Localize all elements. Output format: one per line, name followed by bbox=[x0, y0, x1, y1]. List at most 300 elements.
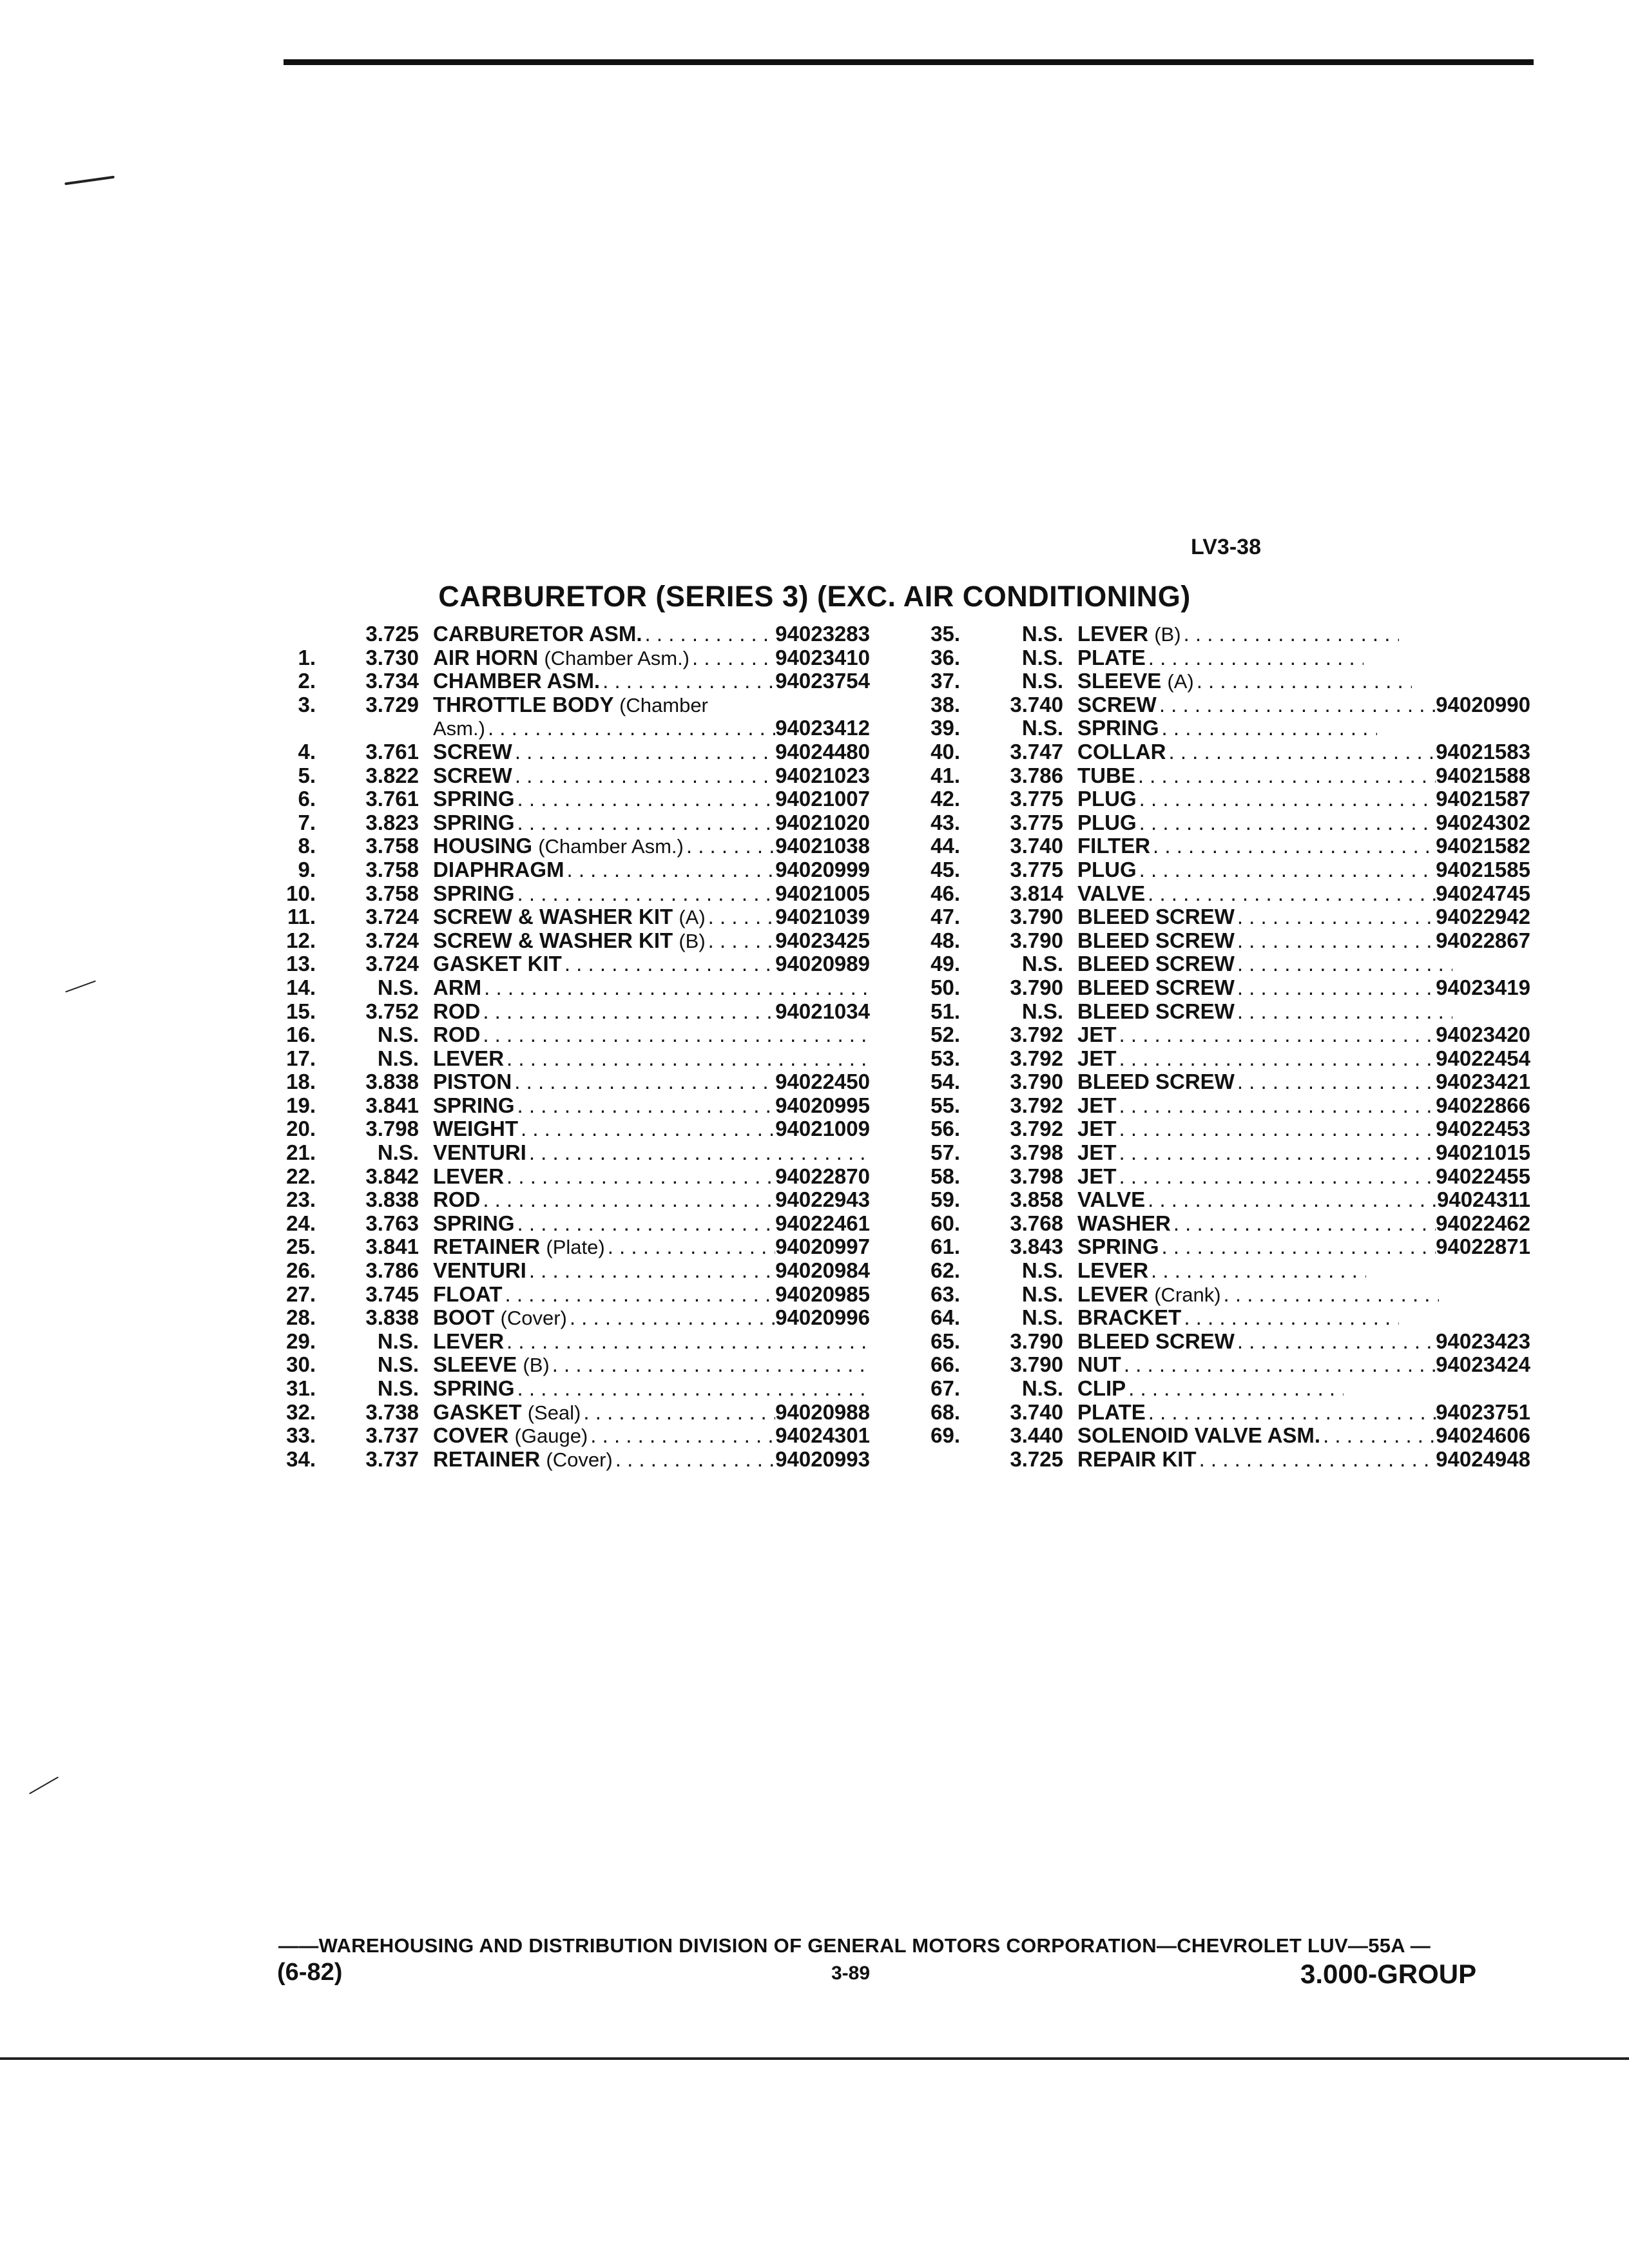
item-number: 36. bbox=[930, 645, 960, 669]
item-qualifier: (Crank) bbox=[1154, 1283, 1221, 1306]
item-qualifier: (Cover) bbox=[546, 1448, 613, 1471]
list-item bbox=[909, 1330, 1530, 1354]
bottom-rule bbox=[0, 2057, 1629, 2060]
group-reference: 3.792 bbox=[1010, 1046, 1063, 1070]
leader-dots bbox=[485, 716, 775, 741]
part-number: 94022454 bbox=[1436, 1046, 1530, 1070]
item-name: THROTTLE BODY bbox=[433, 692, 613, 716]
footer-publisher: ——WAREHOUSING AND DISTRIBUTION DIVISION OF GENERAL MOTORS CORPORATION—CHEVROLET LUV—55A — bbox=[278, 1934, 1431, 1957]
item-number: 50. bbox=[930, 975, 960, 999]
part-number: 94023283 bbox=[775, 622, 870, 646]
list-item bbox=[264, 1235, 870, 1259]
group-reference: 3.768 bbox=[1010, 1211, 1063, 1235]
item-name: NUT bbox=[1077, 1352, 1121, 1377]
leader-dots bbox=[1121, 1353, 1436, 1377]
group-reference: 3.758 bbox=[365, 881, 419, 905]
list-item bbox=[909, 1377, 1530, 1401]
part-number: 94021005 bbox=[775, 881, 870, 905]
item-name: SPRING bbox=[433, 1093, 515, 1117]
item-number: 24. bbox=[286, 1211, 316, 1235]
list-item bbox=[909, 858, 1530, 882]
leader-dots bbox=[1117, 1023, 1436, 1047]
part-number: 94020996 bbox=[775, 1305, 870, 1330]
leader-dots bbox=[1235, 1070, 1436, 1094]
list-item bbox=[909, 646, 1530, 670]
item-description bbox=[433, 1117, 870, 1141]
item-number: 42. bbox=[930, 787, 960, 811]
leader-dots bbox=[504, 1330, 870, 1354]
item-number: 23. bbox=[286, 1187, 316, 1212]
item-name: LEVER bbox=[433, 1046, 505, 1070]
item-number: 57. bbox=[930, 1140, 960, 1165]
item-name: PLATE bbox=[1077, 645, 1146, 669]
leader-dots bbox=[600, 669, 775, 693]
item-description bbox=[433, 1330, 870, 1354]
leader-dots bbox=[684, 834, 775, 859]
group-reference: 3.737 bbox=[365, 1446, 419, 1471]
item-number: 58. bbox=[930, 1164, 960, 1188]
item-qualifier: (B) bbox=[523, 1354, 550, 1377]
list-item bbox=[909, 622, 1530, 646]
item-description bbox=[433, 905, 870, 930]
item-name: JET bbox=[1077, 1164, 1117, 1188]
part-number: 94023420 bbox=[1436, 1023, 1530, 1047]
item-name: VALVE bbox=[1077, 1187, 1146, 1212]
part-number: 94022943 bbox=[775, 1187, 870, 1212]
group-reference: N.S. bbox=[1021, 669, 1063, 693]
list-item bbox=[264, 1165, 870, 1189]
item-number: 21. bbox=[286, 1140, 316, 1165]
leader-dots bbox=[503, 1283, 776, 1307]
leader-dots bbox=[605, 1235, 775, 1260]
item-name: JET bbox=[1077, 1046, 1117, 1070]
parts-list-left bbox=[264, 622, 870, 1471]
leader-dots bbox=[1235, 929, 1436, 953]
item-name: JET bbox=[1077, 1140, 1117, 1165]
list-item bbox=[264, 622, 870, 646]
item-description bbox=[433, 1353, 870, 1378]
part-number: 94020995 bbox=[775, 1093, 870, 1117]
group-reference: N.S. bbox=[1021, 1376, 1063, 1400]
leader-dots bbox=[1235, 952, 1452, 976]
list-item bbox=[909, 1306, 1530, 1330]
leader-dots bbox=[1235, 976, 1436, 1000]
leader-dots bbox=[480, 1023, 870, 1047]
leader-dots bbox=[1137, 811, 1436, 835]
item-number: 53. bbox=[930, 1046, 960, 1070]
group-reference: 3.814 bbox=[1010, 881, 1063, 905]
item-number: 34. bbox=[286, 1446, 316, 1471]
item-name: TUBE bbox=[1077, 763, 1135, 787]
item-description bbox=[1077, 1306, 1530, 1330]
part-number: 94021039 bbox=[775, 905, 870, 929]
list-item bbox=[264, 740, 870, 764]
item-description bbox=[1077, 905, 1530, 929]
item-qualifier: (Chamber Asm.) bbox=[544, 646, 690, 669]
item-description bbox=[1077, 693, 1530, 717]
item-description bbox=[1077, 858, 1530, 882]
group-reference: 3.747 bbox=[1010, 739, 1063, 764]
group-reference: 3.775 bbox=[1010, 810, 1063, 834]
group-reference: 3.737 bbox=[365, 1423, 419, 1448]
group-reference: 3.734 bbox=[365, 669, 419, 693]
list-item bbox=[264, 1094, 870, 1118]
leader-dots bbox=[1117, 1047, 1436, 1071]
part-number: 94023410 bbox=[775, 645, 870, 669]
part-number: 94024311 bbox=[1436, 1187, 1530, 1212]
item-number: 68. bbox=[930, 1399, 960, 1424]
list-item bbox=[264, 1141, 870, 1165]
part-number: 94021015 bbox=[1436, 1140, 1530, 1165]
item-number: 30. bbox=[286, 1352, 316, 1377]
leader-dots bbox=[526, 1259, 775, 1283]
group-reference: N.S. bbox=[377, 1046, 419, 1070]
item-number: 1. bbox=[298, 645, 316, 669]
item-name: PLUG bbox=[1077, 857, 1137, 881]
group-reference: N.S. bbox=[377, 1023, 419, 1047]
leader-dots bbox=[1159, 1235, 1436, 1259]
group-reference: 3.745 bbox=[365, 1282, 419, 1306]
list-item bbox=[909, 1094, 1530, 1118]
item-description bbox=[1077, 1023, 1530, 1047]
item-description bbox=[1077, 929, 1530, 953]
item-name: GASKET KIT bbox=[433, 952, 562, 976]
item-name: CLIP bbox=[1077, 1376, 1126, 1400]
item-number: 29. bbox=[286, 1329, 316, 1353]
item-qualifier: (A) bbox=[1167, 670, 1194, 693]
leader-dots bbox=[1194, 669, 1412, 694]
leader-dots bbox=[504, 1047, 870, 1071]
item-number: 5. bbox=[298, 763, 316, 787]
list-item bbox=[264, 646, 870, 670]
item-description bbox=[1077, 834, 1530, 858]
list-item bbox=[909, 1117, 1530, 1141]
scan-mark bbox=[64, 176, 115, 186]
item-number: 56. bbox=[930, 1117, 960, 1141]
item-description bbox=[433, 693, 870, 718]
group-reference: 3.761 bbox=[365, 787, 419, 811]
item-description bbox=[433, 1188, 870, 1212]
part-number: 94023412 bbox=[775, 716, 870, 740]
group-reference: 3.792 bbox=[1010, 1023, 1063, 1047]
item-number: 31. bbox=[286, 1376, 316, 1400]
group-reference: 3.843 bbox=[1010, 1235, 1063, 1259]
item-number: 27. bbox=[286, 1282, 316, 1306]
item-name: BLEED SCREW bbox=[1077, 1329, 1235, 1353]
item-description bbox=[1077, 1047, 1530, 1071]
group-reference: 3.841 bbox=[365, 1093, 419, 1117]
group-reference: 3.758 bbox=[365, 857, 419, 881]
item-name: SCREW bbox=[433, 763, 512, 787]
list-item bbox=[264, 787, 870, 811]
item-name: ROD bbox=[433, 1187, 481, 1212]
group-reference: 3.440 bbox=[1010, 1423, 1063, 1448]
item-name: JET bbox=[1077, 1093, 1117, 1117]
footer-page-number: 3-89 bbox=[831, 1963, 871, 1984]
leader-dots bbox=[1171, 1212, 1436, 1236]
item-number: 66. bbox=[930, 1352, 960, 1377]
leader-dots bbox=[1148, 1259, 1366, 1283]
item-name: PISTON bbox=[433, 1070, 512, 1094]
list-item bbox=[909, 693, 1530, 717]
list-item bbox=[909, 1235, 1530, 1259]
item-number: 16. bbox=[286, 1023, 316, 1047]
part-number: 94022942 bbox=[1436, 905, 1530, 929]
item-number: 65. bbox=[930, 1329, 960, 1353]
leader-dots bbox=[1221, 1283, 1439, 1307]
item-description bbox=[1077, 952, 1530, 976]
item-number: 11. bbox=[287, 905, 316, 929]
leader-dots bbox=[1137, 858, 1436, 882]
leader-dots bbox=[1117, 1141, 1436, 1165]
item-description bbox=[433, 716, 870, 741]
list-item bbox=[909, 1070, 1530, 1094]
item-name: COLLAR bbox=[1077, 739, 1166, 764]
item-description bbox=[1077, 787, 1530, 811]
part-number: 94022867 bbox=[1436, 928, 1530, 952]
leader-dots bbox=[1320, 1424, 1436, 1448]
group-reference: N.S. bbox=[377, 1329, 419, 1353]
item-name: WASHER bbox=[1077, 1211, 1171, 1235]
list-item bbox=[264, 1306, 870, 1330]
item-description bbox=[433, 1094, 870, 1118]
group-reference: 3.790 bbox=[1010, 905, 1063, 929]
item-name: PLUG bbox=[1077, 787, 1137, 811]
leader-dots bbox=[480, 1188, 775, 1212]
item-name: LEVER bbox=[433, 1164, 505, 1188]
item-description bbox=[1077, 1165, 1530, 1189]
part-number: 94023421 bbox=[1436, 1070, 1530, 1094]
group-reference: 3.786 bbox=[365, 1258, 419, 1283]
leader-dots bbox=[613, 1448, 775, 1472]
item-description bbox=[433, 1283, 870, 1307]
leader-dots bbox=[550, 1353, 870, 1378]
item-description bbox=[1077, 1117, 1530, 1141]
item-number: 32. bbox=[286, 1399, 316, 1424]
group-reference: N.S. bbox=[377, 1376, 419, 1400]
item-description bbox=[1077, 1448, 1530, 1472]
item-number: 35. bbox=[930, 622, 960, 646]
group-reference: 3.790 bbox=[1010, 975, 1063, 999]
list-item bbox=[264, 1448, 870, 1472]
part-number: 94023423 bbox=[1436, 1329, 1530, 1353]
group-reference: 3.822 bbox=[365, 763, 419, 787]
group-reference: N.S. bbox=[377, 1352, 419, 1377]
group-reference: N.S. bbox=[1021, 716, 1063, 740]
list-item bbox=[264, 1117, 870, 1141]
item-name: SPRING bbox=[1077, 716, 1159, 740]
leader-dots bbox=[1137, 787, 1436, 811]
item-number: 19. bbox=[286, 1093, 316, 1117]
group-reference: 3.790 bbox=[1010, 1329, 1063, 1353]
item-number: 41. bbox=[930, 763, 960, 787]
item-number: 22. bbox=[286, 1164, 316, 1188]
item-name: RETAINER bbox=[433, 1235, 541, 1259]
part-number: 94020984 bbox=[775, 1258, 870, 1283]
item-description bbox=[433, 1306, 870, 1331]
item-name: VENTURI bbox=[433, 1258, 526, 1283]
group-reference: 3.752 bbox=[365, 999, 419, 1023]
group-reference: 3.725 bbox=[1010, 1446, 1063, 1471]
item-name: BLEED SCREW bbox=[1077, 905, 1235, 929]
item-description bbox=[433, 1165, 870, 1189]
group-reference: N.S. bbox=[1021, 622, 1063, 646]
list-item bbox=[264, 929, 870, 953]
list-item bbox=[909, 1424, 1530, 1448]
part-number: 94021587 bbox=[1436, 787, 1530, 811]
leader-dots bbox=[1126, 1377, 1344, 1401]
list-item bbox=[909, 716, 1530, 740]
item-description bbox=[433, 1424, 870, 1448]
list-item bbox=[909, 905, 1530, 929]
item-description bbox=[1077, 1094, 1530, 1118]
leader-dots bbox=[706, 905, 776, 930]
leader-dots bbox=[1157, 693, 1436, 717]
list-item bbox=[264, 669, 870, 693]
item-number: 25. bbox=[286, 1235, 316, 1259]
item-description bbox=[1077, 1259, 1530, 1283]
leader-dots bbox=[480, 1000, 775, 1024]
item-description bbox=[1077, 622, 1530, 647]
item-name: BLEED SCREW bbox=[1077, 928, 1235, 952]
list-item bbox=[909, 1141, 1530, 1165]
list-item bbox=[909, 1023, 1530, 1047]
list-item bbox=[909, 1259, 1530, 1283]
leader-dots bbox=[1117, 1117, 1436, 1141]
item-description bbox=[433, 787, 870, 811]
leader-dots bbox=[1235, 1000, 1452, 1024]
item-number: 69. bbox=[930, 1423, 960, 1448]
part-number: 94023751 bbox=[1436, 1399, 1530, 1424]
item-number: 44. bbox=[930, 834, 960, 858]
item-name: SCREW bbox=[433, 739, 512, 764]
leader-dots bbox=[1197, 1448, 1436, 1472]
part-number: 94022450 bbox=[775, 1070, 870, 1094]
footer-date: (6-82) bbox=[277, 1959, 343, 1986]
group-reference: 3.740 bbox=[1010, 692, 1063, 716]
leader-dots bbox=[512, 740, 775, 764]
list-item bbox=[909, 976, 1530, 1000]
part-number: 94022453 bbox=[1436, 1117, 1530, 1141]
item-qualifier: (B) bbox=[679, 929, 706, 952]
part-number: 94021034 bbox=[775, 999, 870, 1023]
item-name: SOLENOID VALVE ASM. bbox=[1077, 1423, 1321, 1448]
list-item bbox=[909, 669, 1530, 693]
item-description bbox=[1077, 740, 1530, 764]
item-name: COVER bbox=[433, 1423, 509, 1448]
list-item bbox=[264, 716, 870, 740]
leader-dots bbox=[1145, 882, 1436, 906]
part-number: 94024745 bbox=[1436, 881, 1530, 905]
part-number: 94020999 bbox=[775, 857, 870, 881]
list-item bbox=[264, 1259, 870, 1283]
item-description bbox=[433, 811, 870, 835]
group-reference: N.S. bbox=[1021, 645, 1063, 669]
item-description bbox=[433, 976, 870, 1000]
leader-dots bbox=[1235, 1330, 1436, 1354]
item-name: SPRING bbox=[433, 881, 515, 905]
list-item bbox=[264, 693, 870, 717]
leader-dots bbox=[512, 764, 775, 788]
group-reference: 3.842 bbox=[365, 1164, 419, 1188]
group-reference: 3.858 bbox=[1010, 1187, 1063, 1212]
leader-dots bbox=[1117, 1165, 1436, 1189]
item-name: SPRING bbox=[433, 787, 515, 811]
part-number: 94021023 bbox=[775, 763, 870, 787]
item-description bbox=[433, 1377, 870, 1401]
group-reference: 3.724 bbox=[365, 928, 419, 952]
item-description bbox=[433, 952, 870, 976]
leader-dots bbox=[515, 1094, 776, 1118]
item-description bbox=[1077, 1283, 1530, 1307]
item-description bbox=[1077, 1235, 1530, 1259]
group-reference: N.S. bbox=[377, 1140, 419, 1165]
item-number: 3. bbox=[298, 692, 316, 716]
part-number: 94021009 bbox=[775, 1117, 870, 1141]
group-reference: N.S. bbox=[1021, 952, 1063, 976]
item-name: DIAPHRAGM bbox=[433, 857, 564, 881]
item-number: 60. bbox=[930, 1211, 960, 1235]
part-number: 94021038 bbox=[775, 834, 870, 858]
part-number: 94022866 bbox=[1436, 1093, 1530, 1117]
item-number: 64. bbox=[930, 1305, 960, 1330]
leader-dots bbox=[1235, 905, 1436, 929]
item-name: BLEED SCREW bbox=[1077, 952, 1235, 976]
part-number: 94020997 bbox=[775, 1235, 870, 1259]
group-reference: 3.740 bbox=[1010, 834, 1063, 858]
list-item bbox=[909, 1353, 1530, 1377]
part-number: 94023424 bbox=[1436, 1352, 1530, 1377]
list-item bbox=[909, 1401, 1530, 1425]
item-name: LEVER bbox=[1077, 1282, 1149, 1306]
group-reference: 3.729 bbox=[365, 692, 419, 716]
item-description bbox=[1077, 1070, 1530, 1094]
group-reference: 3.775 bbox=[1010, 857, 1063, 881]
part-number: 94022871 bbox=[1436, 1235, 1530, 1259]
list-item bbox=[909, 1212, 1530, 1236]
part-number: 94021582 bbox=[1436, 834, 1530, 858]
leader-dots bbox=[504, 1165, 775, 1189]
group-reference: 3.798 bbox=[365, 1117, 419, 1141]
part-number: 94023425 bbox=[775, 928, 870, 952]
list-item bbox=[264, 834, 870, 858]
item-description bbox=[433, 1141, 870, 1165]
item-number: 33. bbox=[286, 1423, 316, 1448]
item-number: 51. bbox=[930, 999, 960, 1023]
item-number: 15. bbox=[286, 999, 316, 1023]
part-number: 94022870 bbox=[775, 1164, 870, 1188]
leader-dots bbox=[515, 811, 776, 835]
list-item bbox=[264, 976, 870, 1000]
item-description bbox=[1077, 1401, 1530, 1425]
list-item bbox=[909, 764, 1530, 788]
group-reference: 3.724 bbox=[365, 905, 419, 929]
list-item bbox=[264, 1070, 870, 1094]
page-code: LV3-38 bbox=[1191, 535, 1261, 559]
item-name: SLEEVE bbox=[433, 1352, 517, 1377]
list-item bbox=[264, 1023, 870, 1047]
item-qualifier: (Plate) bbox=[546, 1236, 605, 1259]
group-reference: 3.838 bbox=[365, 1070, 419, 1094]
item-description bbox=[433, 1000, 870, 1024]
part-number: 94020989 bbox=[775, 952, 870, 976]
part-number: 94024301 bbox=[775, 1423, 870, 1448]
leader-dots bbox=[588, 1424, 775, 1448]
list-item bbox=[909, 929, 1530, 953]
leader-dots bbox=[1135, 764, 1436, 788]
group-reference: 3.761 bbox=[365, 739, 419, 764]
leader-dots bbox=[562, 952, 775, 976]
